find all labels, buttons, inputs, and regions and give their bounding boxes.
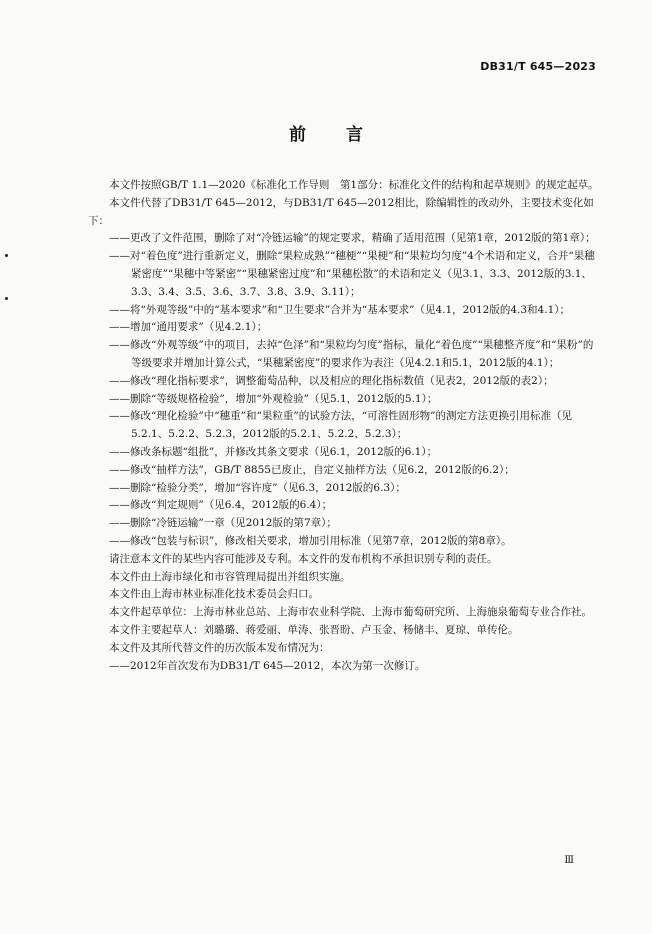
change-item: ——修改“外观等级”中的项目，去掉“色泽”和“果粒均匀度”指标，量化“着色度”“果穗整齐度”和“果粉”的等级要求并增加计算公式，“果穗紧密度”的要求作为表注（见4.2.1和5.1，2012版的4.1）； (109, 339, 594, 369)
paragraph: 本文件按照GB/T 1.1—2020《标准化工作导则 第1部分：标准化文件的结构和起草规则》的规定起草。 (109, 179, 599, 191)
change-item: ——修改条标题“组批”，并修改其条文要求（见6.1，2012版的6.1）； (109, 445, 438, 458)
change-item: ——删除“等级规格检验”，增加“外观检验”（见5.1，2012版的5.1）； (109, 392, 438, 405)
scan-mark (5, 297, 8, 300)
paragraph: 本文件由上海市林业标准化技术委员会归口。 (109, 588, 319, 601)
document-code: DB31/T 645—2023 (480, 60, 596, 73)
change-item: ——增加“通用要求”（见4.2.1）； (109, 321, 268, 334)
paragraph: 本文件由上海市绿化和市容管理局提出并组织实施。 (109, 570, 351, 583)
paragraph: 本文件代替了DB31/T 645—2012，与DB31/T 645—2012相比，除编辑性的改动外，主要技术变化如下： (88, 196, 594, 227)
page-title: 前言 (289, 125, 403, 145)
change-item: ——删除“冷链运输”一章（见2012版的第7章）； (109, 517, 337, 530)
paragraph: 本文件及其所代替文件的历次版本发布情况为： (109, 641, 330, 654)
change-item: ——删除“检验分类”，增加“容许度”（见6.3，2012版的6.3）； (109, 481, 406, 494)
paragraph: 请注意本文件的某些内容可能涉及专利。本文件的发布机构不承担识别专利的责任。 (109, 552, 498, 565)
change-item: ——修改“包装与标识”，修改相关要求，增加引用标准（见第7章，2012版的第8章）。 (109, 534, 512, 547)
change-item: ——修改“抽样方法”，GB/T 8855已废止，自定义抽样方法（见6.2，2012版的6.2）； (109, 463, 515, 476)
change-item: ——修改“理化检验”中“穗重”和“果粒重”的试验方法，“可溶性固形物”的测定方法更换引用标准（见5.2.1、5.2.2、5.2.3，2012版的5.2.1、5.2.2、5.2.3）； (109, 410, 572, 441)
foreword-body (88, 177, 600, 675)
change-item: ——2012年首次发布为DB31/T 645—2012，本次为第一次修订。 (109, 659, 426, 672)
scan-mark (5, 254, 8, 257)
change-item: ——修改“判定规则”（见6.4，2012版的6.4）； (109, 499, 333, 512)
page-number: Ⅲ (564, 855, 574, 866)
change-item: ——将“外观等级”中的“基本要求”和“卫生要求”合并为“基本要求”（见4.1，2012版的4.3和4.1）； (109, 303, 571, 316)
change-item: ——对“着色度”进行重新定义，删除“果粒成熟”“穗梗”“果梗”和“果粒均匀度”4个术语和定义，合并“果穗紧密度”“果穗中等紧密”“果穗紧密过度”和“果穗松散”的术语和定义（见3.1、3.3、2012版的3.1、3.3、3.4、3.5、3.6、3.7、3.8、3.9、3.11）； (109, 250, 595, 298)
change-item: ——修改“理化指标要求”，调整葡萄品种，以及相应的理化指标数值（见表2，2012版的表2）； (109, 374, 554, 387)
change-item: ——更改了文件范围，删除了对“冷链运输”的规定要求，精确了适用范围（见第1章，2012版的第1章）； (109, 232, 596, 245)
paragraph: 本文件主要起草人：刘璐璐、蒋爱丽、单涛、张晋盼、卢玉金、杨储丰、夏琼、单传伦。 (109, 623, 519, 636)
paragraph: 本文件起草单位：上海市林业总站、上海市农业科学院、上海市葡萄研究所、上海施泉葡萄专业合作社。 (109, 606, 592, 619)
